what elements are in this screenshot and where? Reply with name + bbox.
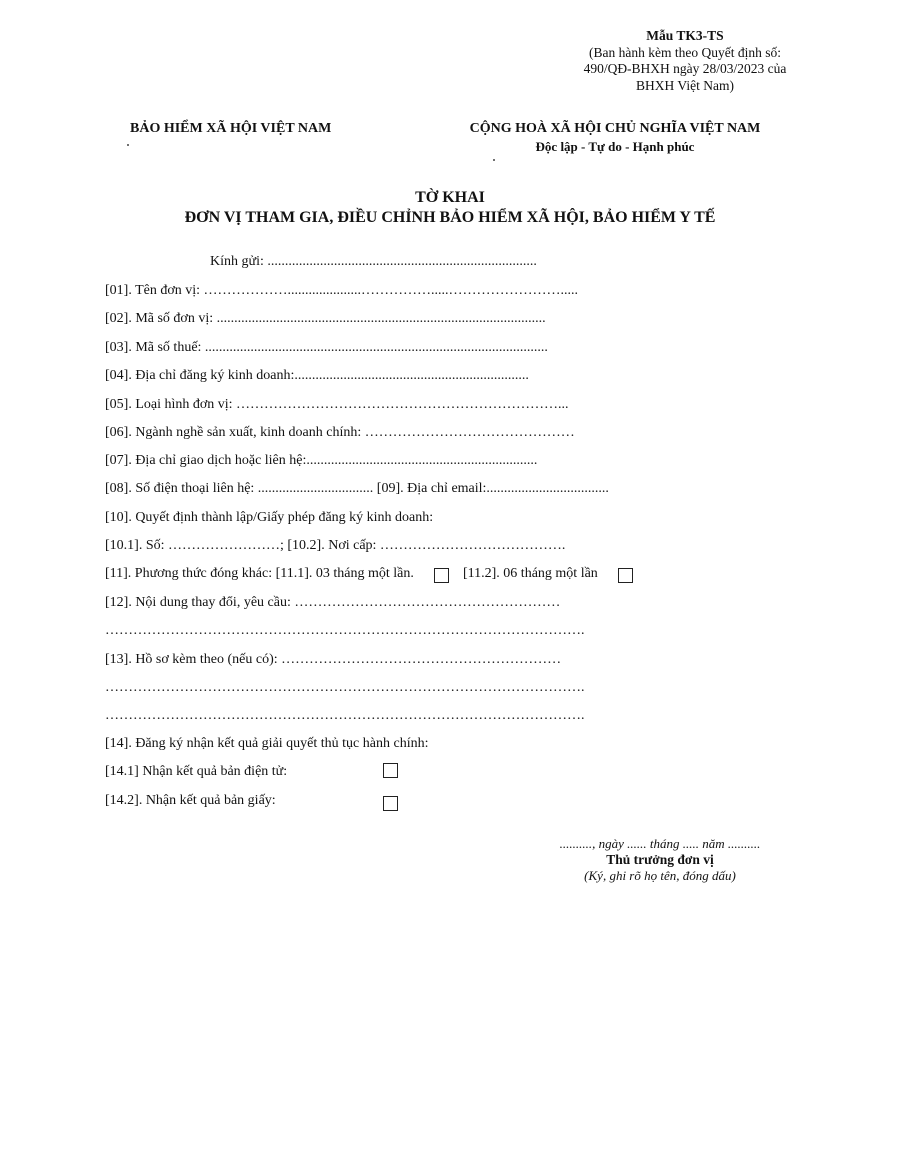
form-note-line-1: (Ban hành kèm theo Quyết định số:	[589, 44, 781, 60]
field-10-1-so-noi-cap[interactable]: [10.1]. Số: ……………………; [10.2]. Nơi cấp: ………………………………….	[105, 538, 566, 553]
field-10-quyet-dinh: [10]. Quyết định thành lập/Giấy phép đăng ký kinh doanh:	[105, 510, 434, 525]
checkbox-11-2[interactable]	[618, 568, 633, 583]
title-line-1: TỜ KHAI	[415, 189, 485, 206]
nation-header	[445, 121, 785, 155]
signature-block	[520, 836, 800, 884]
title-line-2: ĐƠN VỊ THAM GIA, ĐIỀU CHỈNH BẢO HIỂM XÃ HỘI, BẢO HIỂM Y TẾ	[184, 209, 716, 226]
checkbox-14-1[interactable]	[383, 763, 398, 778]
field-07-dia-chi-giao-dich[interactable]: [07]. Địa chỉ giao dịch hoặc liên hệ:..................................................................	[105, 453, 538, 468]
signature-note: (Ký, ghi rõ họ tên, đóng dấu)	[584, 868, 736, 883]
agency-name: BẢO HIỂM XÃ HỘI VIỆT NAM	[130, 121, 332, 136]
field-13-ho-so[interactable]: [13]. Hồ sơ kèm theo (nếu có): ……………………………………………………	[105, 652, 562, 667]
document-title	[0, 188, 900, 228]
field-08-09-phone-email[interactable]: [08]. Số điện thoại liên hệ: ................................. [09]. Địa chỉ email:...................................	[105, 481, 609, 496]
motto: Độc lập - Tự do - Hạnh phúc	[535, 139, 695, 154]
field-01-ten-don-vi[interactable]: [01]. Tên đơn vị: ……………….....................…………….....…………………….....	[105, 283, 579, 298]
form-note-line-3: BHXH Việt Nam)	[636, 77, 734, 93]
field-14-dang-ky: [14]. Đăng ký nhận kết quả giải quyết thủ tục hành chính:	[105, 736, 429, 751]
field-14-1-label: [14.1] Nhận kết quả bản điện tử:	[105, 764, 288, 779]
field-12-continuation[interactable]: ………………………………………………………………………………………….	[105, 623, 585, 638]
form-code-block	[560, 28, 810, 94]
field-11-phuong-thuc: [11]. Phương thức đóng khác: [11.1]. 03 tháng một lần.	[105, 566, 414, 581]
signature-role: Thủ trưởng đơn vị	[606, 852, 714, 867]
field-05-loai-hinh[interactable]: [05]. Loại hình đơn vị: ……………………………………………………………...	[105, 397, 569, 412]
field-14-2-label: [14.2]. Nhận kết quả bản giấy:	[105, 793, 276, 808]
field-12-noi-dung[interactable]: [12]. Nội dung thay đổi, yêu cầu: …………………………………………………	[105, 595, 561, 610]
field-11-2-label: [11.2]. 06 tháng một lần	[463, 566, 598, 581]
agency-underline-mark	[127, 144, 129, 146]
motto-underline-mark	[493, 159, 495, 161]
field-13-continuation-1[interactable]: ………………………………………………………………………………………….	[105, 680, 585, 695]
field-02-ma-so-don-vi[interactable]: [02]. Mã số đơn vị: ..............................................................................................	[105, 311, 546, 326]
signature-date-line: .........., ngày ...... tháng ..... năm ..........	[559, 836, 761, 851]
field-06-nganh-nghe[interactable]: [06]. Ngành nghề sản xuất, kinh doanh chính: ………………………………………	[105, 425, 575, 440]
field-04-dia-chi-dang-ky[interactable]: [04]. Địa chỉ đăng ký kinh doanh:...................................................................	[105, 368, 529, 383]
form-note-line-2: 490/QĐ-BHXH ngày 28/03/2023 của	[583, 61, 787, 76]
checkbox-14-2[interactable]	[383, 796, 398, 811]
field-03-ma-so-thue[interactable]: [03]. Mã số thuế: ..................................................................................................	[105, 340, 548, 355]
form-code: Mẫu TK3-TS	[646, 28, 724, 43]
field-kinh-gui[interactable]: Kính gửi: .............................................................................	[210, 254, 537, 269]
nation-name: CỘNG HOÀ XÃ HỘI CHỦ NGHĨA VIỆT NAM	[469, 121, 761, 136]
field-13-continuation-2[interactable]: ………………………………………………………………………………………….	[105, 708, 585, 723]
checkbox-11-1[interactable]	[434, 568, 449, 583]
